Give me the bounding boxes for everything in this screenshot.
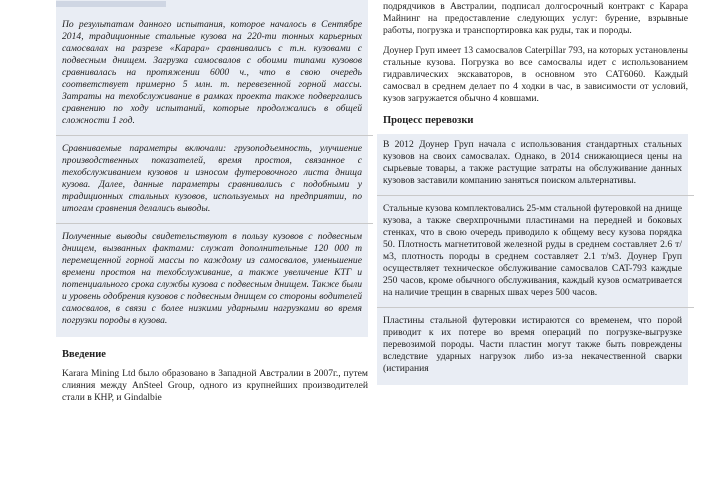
right-paragraph-4: Стальные кузова комплектовались 25-мм стальной футеровкой на днище кузова, а также сверхпрочными пластинами на передней и боковых стенках, что в свою очередь приводило к общему весу кузова порядка 50. Плотность магнетитовой железной руды в среднем составляет 2.6 т/м3, плотность породы в среднем составляет 2.1 т/м3. Доунер Груп осуществляет техническое обслуживание самосвалов CAT-793 каждые 250 часов, кроме обычного обслуживания, каждый кузов осматривается на наличие трещин в сварных швах через 500 часов.	[383, 203, 682, 298]
transport-divider	[377, 307, 694, 308]
abstract-divider	[56, 223, 373, 224]
right-paragraph-5: Пластины стальной футеровки истираются со временем, что порой приводит к их потере во время операций по погрузке-выгрузке перевозимой породы. Части пластин могут также быть повреждены вследствие ударных нагрузок либо из-за некачественной сварки (истирания	[383, 315, 682, 374]
abstract-divider	[56, 135, 373, 136]
right-paragraph-3: В 2012 Доунер Груп начала с использования стандартных стальных кузовов на своих самосвалах. Однако, в 2014 снижающиеся цены на сырьевые товары, а также растущие затраты на обслуживание данных кузовов заставили компанию заняться поиском альтернативы.	[383, 139, 682, 186]
right-column	[383, 0, 688, 385]
right-paragraph-1: подрядчиков в Австралии, подписал долгосрочный контракт с Карара Майнинг на предоставление следующих услуг: бурение, взрывные работы, погрузка и транспортировка как руды, так и породы.	[383, 1, 688, 36]
transport-divider	[377, 195, 694, 196]
abstract-paragraph-1: По результатам данного испытания, которое началось в Сентябре 2014, традиционные стальные кузова на 220-ти тонных карьерных самосвалах на разрезе «Карара» сравнивались с т.н. кузовами с подвесным днищем. Загрузка самосвалов с обоими типами кузовов сравнивалась на протяжении 6000 ч., что в свою очередь соответствует примерно 5 млн. т. перевезенной горной массы. Затраты на техобслуживание в рамках проекта также подвергались сравнению по ходу испытаний, которые продолжались в общей сложности 1 год.	[62, 19, 362, 126]
abstract-box	[56, 0, 368, 337]
abstract-paragraph-3: Полученные выводы свидетельствуют в пользу кузовов с подвесным днищем, вызванных фактами: служат дополнительные 120 000 т перемещенной горной массы по каждому из самосвалов, уменьшение времени простоя на техобслуживание, а также увеличение КТГ и потенциального срока службы кузова с подвесным днищем. Также были и уровень одобрения кузовов с подвесным днищем со стороны водителей самосвалов, в связи с более низкими ударными нагрузками во время погрузки породы в кузова.	[62, 231, 362, 326]
transport-box	[377, 134, 688, 385]
abstract-paragraph-2: Сравниваемые параметры включали: грузоподъемность, улучшение производственных показателей, время простоя, связанное с техобслуживанием кузовов и износом футеровочного листа днища кузова. Далее, данные параметры сравнивались с подобными у традиционных стальных кузовов, используемых на предприятии, по итогам сравнения делались выводы.	[62, 143, 362, 214]
section-heading-transport: Процесс перевозки	[383, 115, 474, 126]
abstract-top-rule	[56, 1, 166, 7]
intro-heading: Введение	[62, 349, 106, 360]
left-column	[62, 0, 368, 412]
intro-paragraph: Karara Mining Ltd было образовано в Западной Австралии в 2007г., путем слияния между AnSteel Group, одного из крупнейших производителей стали в КНР, и Gindalbie	[62, 368, 368, 403]
right-paragraph-2: Доунер Груп имеет 13 самосвалов Caterpillar 793, на которых установлены стальные кузова. Погрузка во все самосвалы идет с использованием гидравлических экскаваторов, в основном это CAT6060. Каждый самосвал в среднем делает по 4 ходки в час, в зависимости от условий, кузов загружается обычно 4 ковшами.	[383, 45, 688, 104]
